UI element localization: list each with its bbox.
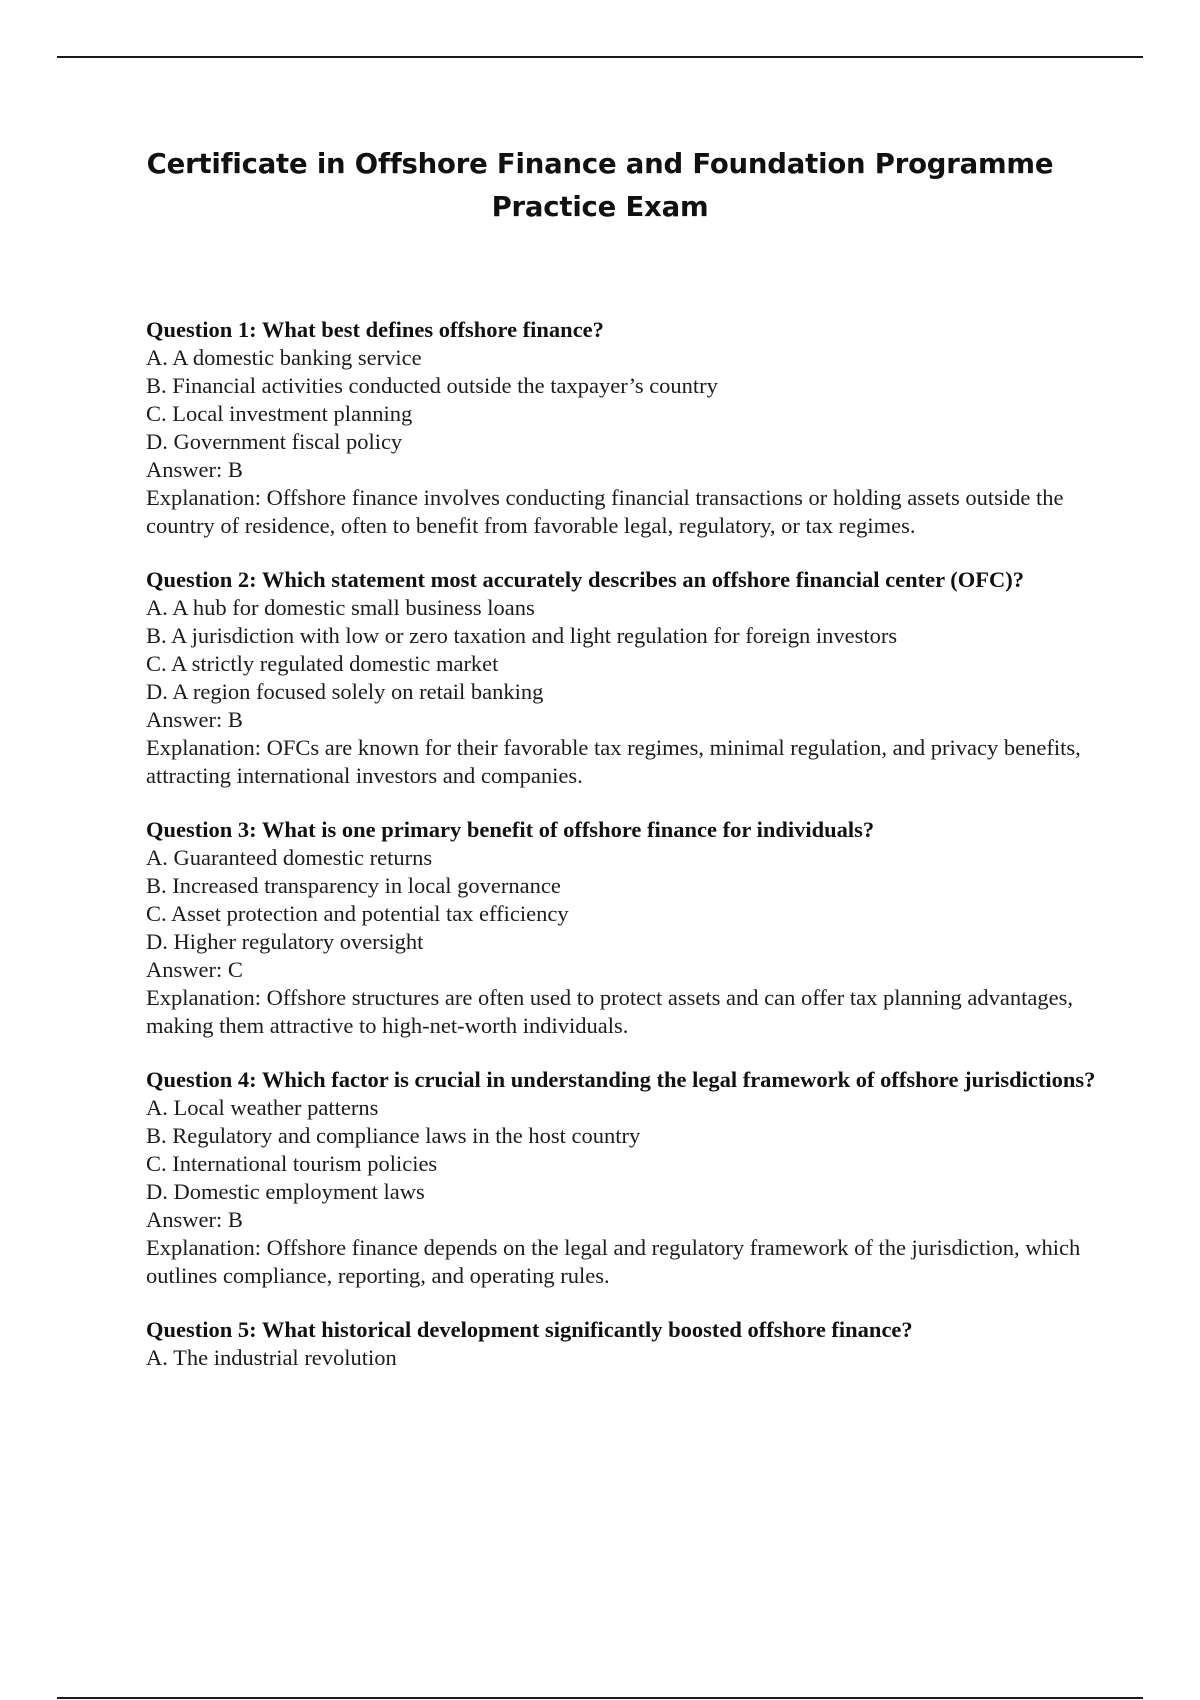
question-3 — [146, 816, 1106, 1040]
answer-option: A. The industrial revolution — [146, 1345, 397, 1370]
question-prompt: Question 5: What historical development significantly boosted offshore finance? — [146, 1317, 913, 1342]
question-prompt: Question 2: Which statement most accurately describes an offshore financial center (OFC)? — [146, 567, 1025, 592]
answer-option: C. Local investment planning — [146, 401, 413, 426]
top-rule — [57, 56, 1143, 58]
answer-explanation: Explanation: Offshore finance involves conducting financial transactions or holding assets outside the country of residence, often to benefit from favorable legal, regulatory, or tax regimes. — [146, 485, 1064, 538]
answer-option: D. Domestic employment laws — [146, 1179, 425, 1204]
answer-option: B. Increased transparency in local governance — [146, 873, 561, 898]
question-prompt: Question 4: Which factor is crucial in understanding the legal framework of offshore jurisdictions? — [146, 1067, 1096, 1092]
answer-option: D. Government fiscal policy — [146, 429, 403, 454]
answer-option: A. Guaranteed domestic returns — [146, 845, 433, 870]
correct-answer: Answer: B — [146, 707, 243, 732]
question-1 — [146, 316, 1106, 540]
answer-option: D. A region focused solely on retail banking — [146, 679, 544, 704]
question-prompt: Question 3: What is one primary benefit of offshore finance for individuals? — [146, 817, 875, 842]
answer-option: D. Higher regulatory oversight — [146, 929, 424, 954]
answer-option: B. Regulatory and compliance laws in the host country — [146, 1123, 641, 1148]
answer-option: A. A domestic banking service — [146, 345, 422, 370]
answer-option: A. Local weather patterns — [146, 1095, 379, 1120]
answer-option: C. A strictly regulated domestic market — [146, 651, 499, 676]
question-4 — [146, 1066, 1106, 1290]
question-5 — [146, 1316, 1106, 1372]
correct-answer: Answer: C — [146, 957, 243, 982]
question-2 — [146, 566, 1106, 790]
answer-explanation: Explanation: Offshore finance depends on the legal and regulatory framework of the jurisdiction, which outlines compliance, reporting, and operating rules. — [146, 1235, 1081, 1288]
answer-option: C. International tourism policies — [146, 1151, 438, 1176]
answer-option: B. Financial activities conducted outside the taxpayer’s country — [146, 373, 718, 398]
answer-explanation: Explanation: Offshore structures are often used to protect assets and can offer tax planning advantages, making them attractive to high-net-worth individuals. — [146, 985, 1073, 1038]
correct-answer: Answer: B — [146, 457, 243, 482]
answer-explanation: Explanation: OFCs are known for their favorable tax regimes, minimal regulation, and privacy benefits, attracting international investors and companies. — [146, 735, 1081, 788]
answer-option: B. A jurisdiction with low or zero taxation and light regulation for foreign investors — [146, 623, 898, 648]
question-prompt: Question 1: What best defines offshore finance? — [146, 317, 604, 342]
answer-option: A. A hub for domestic small business loans — [146, 595, 535, 620]
document-title: Certificate in Offshore Finance and Foundation Programme Practice Exam — [146, 148, 1054, 223]
correct-answer: Answer: B — [146, 1207, 243, 1232]
answer-option: C. Asset protection and potential tax efficiency — [146, 901, 569, 926]
question-list — [146, 316, 1106, 1398]
bottom-rule — [57, 1697, 1143, 1699]
